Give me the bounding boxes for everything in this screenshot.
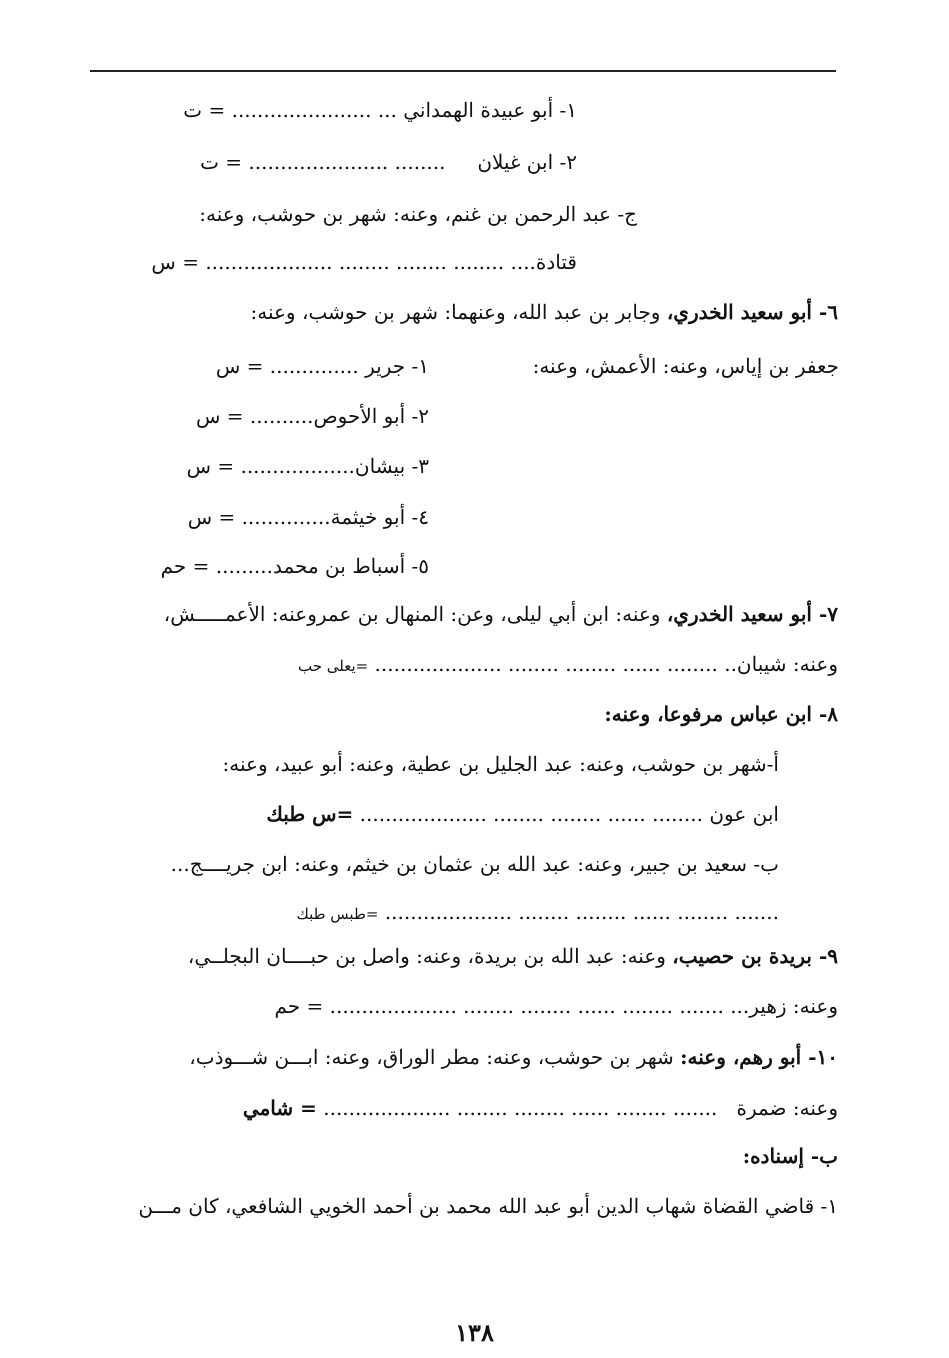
item-dots: ........ ...................... (248, 150, 446, 174)
item-text: ٢- ابن غيلان (477, 150, 577, 174)
item-code: =يعلى حب (297, 657, 369, 675)
item-text: ١- أبو عبيدة الهمداني ... (377, 98, 577, 122)
item-dots: .................. (240, 454, 355, 478)
item-dots: ...................... (231, 98, 372, 122)
list-item (187, 452, 429, 480)
item-text: ابن عون (709, 802, 779, 826)
section-title: ٦- أبو سعيد الخدري، (666, 300, 838, 324)
text-line (171, 850, 779, 878)
list-item (296, 898, 779, 928)
line-text: شهر بن حوشب، وعنه: مطر الوراق، وعنه: ابـــن شـــوذب، (189, 1045, 681, 1069)
item-dots: ........ ........ ........ .................... (205, 250, 505, 274)
line-text: أ-شهر بن حوشب، وعنه: عبد الجليل بن عطية، وعنه: أبو عبيد، وعنه: (222, 752, 779, 776)
item-code: =طبس طبك (296, 905, 379, 923)
item-code: = ت (200, 150, 243, 174)
list-item (196, 402, 429, 430)
item-code: = حم (160, 554, 210, 578)
section-title: ٧- أبو سعيد الخدري، (666, 602, 838, 626)
section-heading-line (92, 1142, 838, 1170)
list-item (92, 1094, 838, 1122)
item-dots: ........ ...... ........ ........ .................... (374, 652, 718, 676)
section-heading-line (92, 1043, 838, 1071)
section-heading-line (92, 298, 838, 326)
item-text: قتادة.... (510, 250, 577, 274)
line-text: وجابر بن عبد الله، وعنهما: شهر بن حوشب، وعنه: (250, 300, 667, 324)
header-rule (90, 70, 836, 72)
list-item (137, 148, 577, 176)
item-text: وعنه: ضمرة (736, 1096, 838, 1120)
item-dots: ........ ...... ........ ........ .................... (359, 802, 703, 826)
item-code: = س (151, 250, 199, 274)
item-code: = س (187, 505, 236, 529)
section-title: ١٠- أبو رهم، وعنه: (680, 1045, 838, 1069)
list-item (137, 96, 577, 124)
list-item (266, 800, 779, 828)
line-text: ج- عبد الرحمن بن غنم، وعنه: شهر بن حوشب، وعنه: (199, 202, 637, 226)
item-code: = س (186, 454, 235, 478)
item-code: =س طبك (266, 802, 354, 826)
list-item (92, 992, 838, 1020)
item-text: وعنه: زهير... (730, 994, 838, 1018)
section-title: ٩- بريدة بن حصيب، (672, 944, 838, 968)
line-text: جعفر بن إياس، وعنه: الأعمش، وعنه: (532, 354, 839, 378)
section-heading-line (92, 942, 838, 970)
item-text: ٢- أبو الأحوص (313, 404, 429, 428)
list-item (161, 552, 429, 580)
text-line (533, 352, 839, 380)
line-text: ب- سعيد بن جبير، وعنه: عبد الله بن عثمان بن خيثم، وعنه: ابن جريــــج... (170, 852, 779, 876)
text-line (223, 750, 779, 778)
line-text: ١- قاضي القضاة شهاب الدين أبو عبد الله محمد بن أحمد الخويي الشافعي، كان مـــن (138, 1194, 838, 1218)
item-text: ٥- أسباط بن محمد (273, 554, 429, 578)
text-line (92, 1192, 838, 1220)
list-item (92, 650, 838, 680)
item-dots: ....... ........ ...... ........ ........ .................... (384, 900, 779, 924)
list-item (216, 352, 429, 380)
item-code: = حم (274, 994, 324, 1018)
section-title: ب- إسناده: (742, 1144, 838, 1168)
line-text: وعنه: عبد الله بن بريدة، وعنه: واصل بن حبــــان البجلــي، (187, 944, 673, 968)
item-dots: ....... ........ ...... ........ ........ .................... (329, 994, 724, 1018)
item-code: = ت (183, 98, 226, 122)
item-dots: .............. (241, 505, 331, 529)
item-code: = شامي (242, 1096, 317, 1120)
item-dots: .......... (249, 404, 314, 428)
item-code: = س (215, 354, 264, 378)
item-dots: ......... (215, 554, 273, 578)
item-text: ١- جرير (365, 354, 429, 378)
text-line (199, 200, 637, 228)
item-text: وعنه: شيبان.. (724, 652, 838, 676)
item-text: ٣- بيشان (354, 454, 429, 478)
section-heading-line (92, 600, 838, 628)
list-item (137, 248, 577, 276)
item-text: ٤- أبو خيثمة (330, 505, 429, 529)
section-heading-line (92, 700, 838, 728)
section-title: ٨- ابن عباس مرفوعا، وعنه: (604, 702, 838, 726)
line-text: وعنه: ابن أبي ليلى، وعن: المنهال بن عمروعنه: الأعمـــــش، (163, 602, 667, 626)
list-item (188, 503, 429, 531)
item-code: = س (196, 404, 244, 428)
page-number: ١٣٨ (455, 1318, 494, 1347)
item-dots: .............. (269, 354, 359, 378)
item-dots: ....... ........ ...... ........ ........ .................... (323, 1096, 718, 1120)
